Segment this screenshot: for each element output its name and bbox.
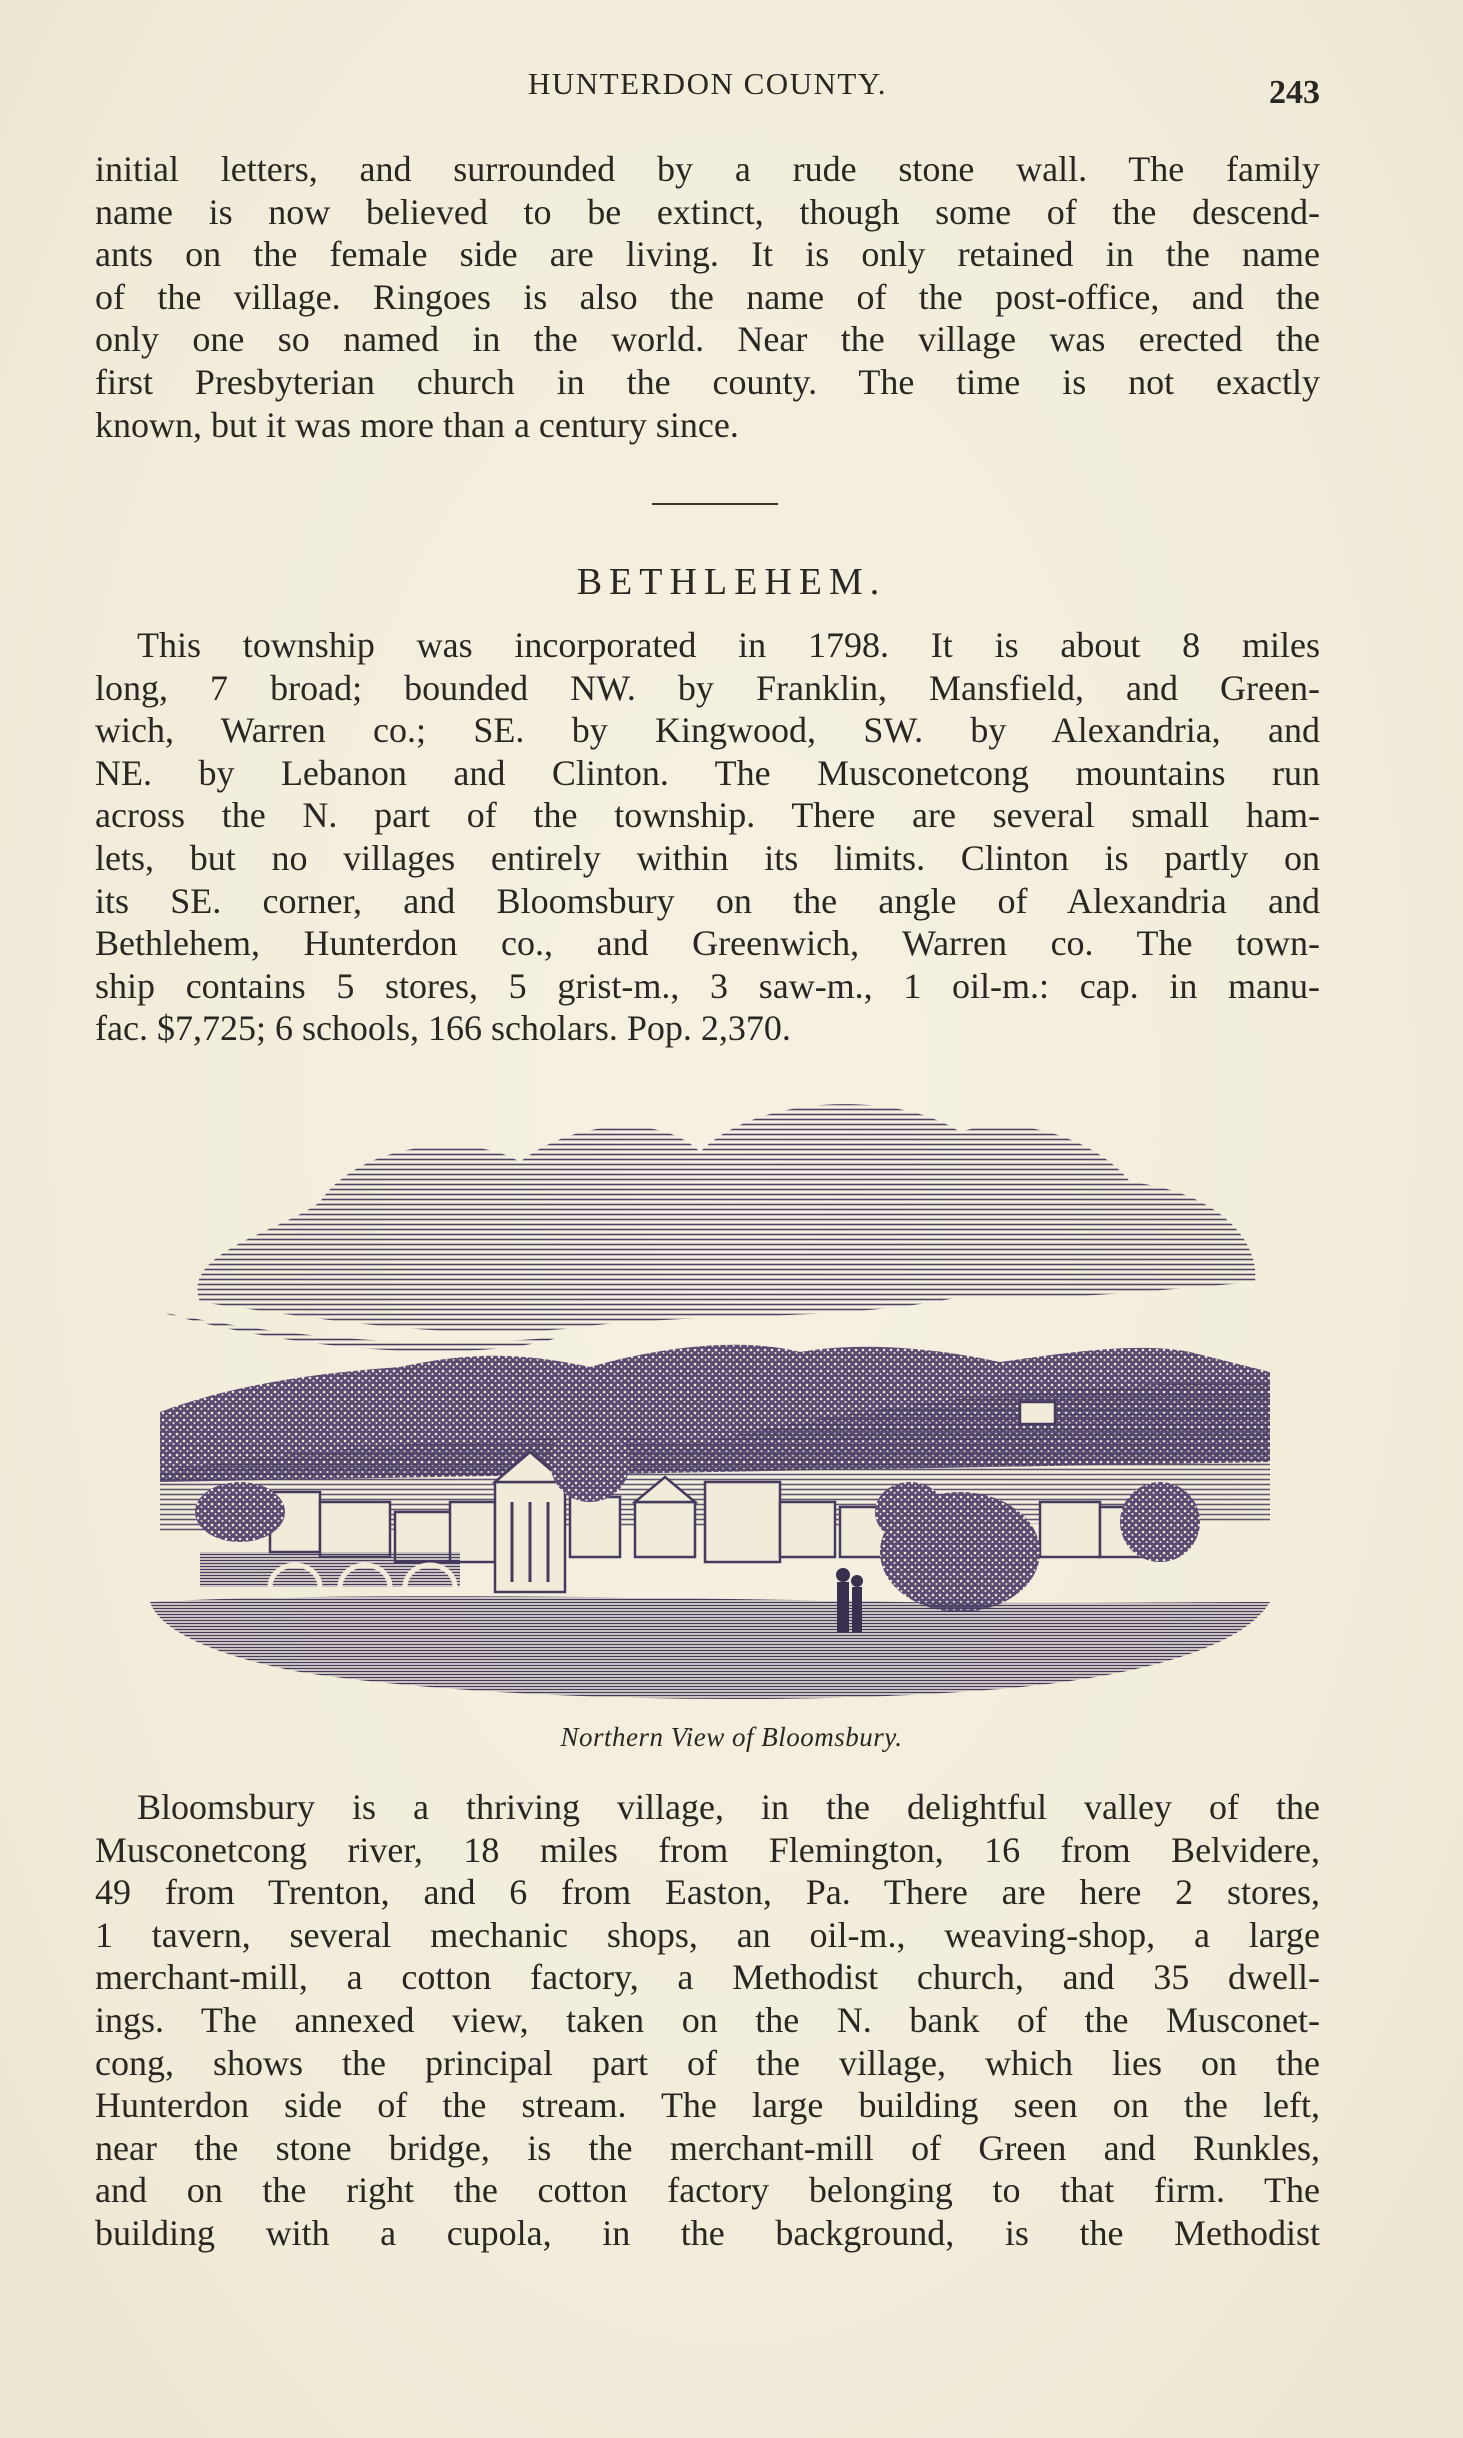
page-header	[95, 66, 1320, 116]
text-line: cong, shows the principal part of the village, which lies on the	[95, 2042, 1320, 2083]
text-line: Musconetcong river, 18 miles from Flemington, 16 from Belvidere,	[95, 1829, 1320, 1870]
bloomsbury-paragraph	[95, 1786, 1320, 2255]
figure-caption: Northern View of Bloomsbury.	[560, 1722, 903, 1752]
text-line: of the village. Ringoes is also the name of the post-office, and the	[95, 276, 1320, 317]
text-line: its SE. corner, and Bloomsbury on the angle of Alexandria and	[95, 880, 1320, 921]
text-line: name is now believed to be extinct, though some of the descend-	[95, 191, 1320, 232]
section-title: BETHLEHEM.	[576, 561, 887, 603]
text-line: first Presbyterian church in the county. The time is not exactly	[95, 361, 1320, 402]
text-line: across the N. part of the township. There are several small ham-	[95, 795, 1320, 836]
text-line: long, 7 broad; bounded NW. by Franklin, Mansfield, and Green-	[95, 667, 1320, 708]
text-line: NE. by Lebanon and Clinton. The Musconetcong mountains run	[95, 752, 1320, 793]
text-line: ants on the female side are living. It is only retained in the name	[95, 234, 1320, 275]
text-line: Bethlehem, Hunterdon co., and Greenwich, Warren co. The town-	[95, 923, 1320, 964]
text-line: wich, Warren co.; SE. by Kingwood, SW. by Alexandria, and	[95, 710, 1320, 751]
running-head: HUNTERDON COUNTY.	[527, 66, 888, 101]
text-line: known, but it was more than a century since.	[95, 404, 739, 445]
text-line: 1 tavern, several mechanic shops, an oil-m., weaving-shop, a large	[95, 1914, 1320, 1955]
text-line: Bloomsbury is a thriving village, in the delightful valley of the	[137, 1787, 1320, 1827]
text-line: This township was incorporated in 1798. It is about 8 miles	[137, 625, 1320, 665]
text-line: only one so named in the world. Near the village was erected the	[95, 319, 1320, 360]
text-line: building with a cupola, in the background, is the Methodist	[95, 2212, 1320, 2253]
bloomsbury-engraving	[140, 1082, 1280, 1712]
text-line: near the stone bridge, is the merchant-mill of Green and Runkles,	[95, 2127, 1320, 2168]
section-divider	[652, 503, 778, 505]
clouds	[160, 1104, 1255, 1351]
stone-bridge	[200, 1552, 460, 1587]
text-line: fac. $7,725; 6 schools, 166 scholars. Pop. 2,370.	[95, 1008, 791, 1049]
text-line: 49 from Trenton, and 6 from Easton, Pa. There are here 2 stores,	[95, 1872, 1320, 1913]
bethlehem-paragraph	[95, 624, 1320, 1050]
text-line: and on the right the cotton factory belonging to that firm. The	[95, 2170, 1320, 2211]
intro-paragraph	[95, 148, 1320, 446]
text-line: ship contains 5 stores, 5 grist-m., 3 saw-m., 1 oil-m.: cap. in manu-	[95, 965, 1320, 1006]
text-line: initial letters, and surrounded by a rude stone wall. The family	[95, 149, 1320, 189]
river-and-bank	[150, 1596, 1270, 1699]
text-line: ings. The annexed view, taken on the N. bank of the Musconet-	[95, 1999, 1320, 2040]
text-line: lets, but no villages entirely within its limits. Clinton is partly on	[95, 837, 1320, 878]
text-line: merchant-mill, a cotton factory, a Methodist church, and 35 dwell-	[95, 1957, 1320, 1998]
page-number: 243	[1269, 74, 1320, 111]
text-line: Hunterdon side of the stream. The large building seen on the left,	[95, 2085, 1320, 2126]
